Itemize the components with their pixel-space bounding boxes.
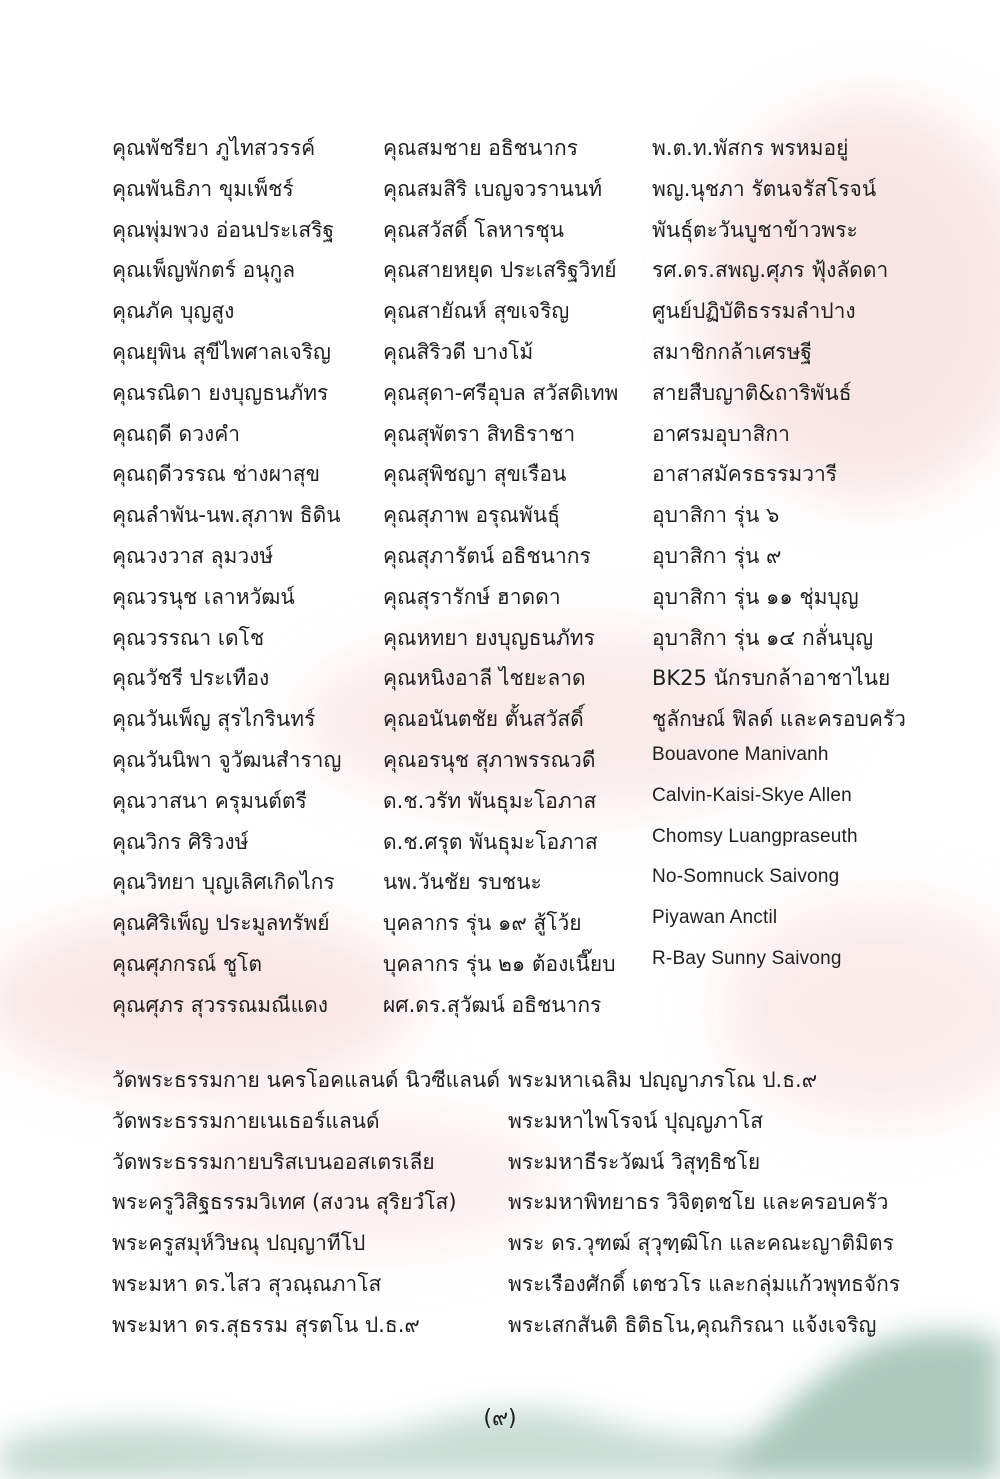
donor-name: บุคลากร รุ่น ๒๑ ต้องเนี๊ยบ xyxy=(383,951,616,976)
donor-name: คุณสวัสดิ์ โลหารชุน xyxy=(383,217,564,242)
donor-name: พันธุ์ตะวันบูชาข้าวพระ xyxy=(652,217,858,242)
donor-name: นพ.วันชัย รบชนะ xyxy=(383,870,542,895)
temple-list-column-1 xyxy=(112,1060,500,1346)
donor-name: คุณพุ่มพวง อ่อนประเสริฐ xyxy=(112,217,335,242)
donor-name: คุณวิทยา บุญเลิศเกิดไกร xyxy=(112,870,335,895)
donor-name: คุณรณิดา ยงบุญธนภัทร xyxy=(112,380,329,405)
donor-name: Chomsy Luangpraseuth xyxy=(652,825,858,847)
temple-or-monk-name: พระเรืองศักดิ์ เตชวโร และกลุ่มแก้วพุทธจักร xyxy=(508,1271,901,1296)
donor-name: คุณสุดา-ศรีอุบล สวัสดิเทพ xyxy=(383,380,619,405)
donor-name: คุณหนิงอาลี ไชยะลาด xyxy=(383,666,586,691)
donor-name: คุณศุภร สุวรรณมณีแดง xyxy=(112,992,329,1017)
donor-name: พ.ต.ท.พัสกร พรหมอยู่ xyxy=(652,136,849,160)
donor-list-column-1 xyxy=(112,128,341,1026)
temple-or-monk-name: วัดพระธรรมกายบริสเบนออสเตรเลีย xyxy=(112,1149,435,1174)
donor-name: คุณสมชาย อธิชนากร xyxy=(383,136,579,160)
donor-name: คุณอนันตชัย ตั้นสวัสดิ์ xyxy=(383,707,584,732)
donor-name: คุณสุภาพ อรุณพันธุ์ xyxy=(383,503,560,528)
donor-name: อุบาสิกา รุ่น ๑๑ ชุ่มบุญ xyxy=(652,584,859,609)
temple-or-monk-name: พระมหา ดร.สุธรรม สุรตโน ป.ธ.๙ xyxy=(112,1312,420,1337)
donor-name: คุณหทยา ยงบุญธนภัทร xyxy=(383,625,595,650)
donor-name: คุณวัชรี ประเทือง xyxy=(112,666,270,691)
donor-name: คุณเพ็ญพักตร์ อนุกูล xyxy=(112,258,296,283)
donor-name: คุณศุภกรณ์ ชูโต xyxy=(112,951,263,976)
donor-name: คุณวาสนา ครุมนต์ตรี xyxy=(112,788,307,813)
donor-name: No-Somnuck Saivong xyxy=(652,866,840,888)
donor-name: อาสาสมัครธรรมวารี xyxy=(652,462,838,487)
donor-name: คุณสุภารัตน์ อธิชนากร xyxy=(383,543,591,568)
donor-name: คุณวรนุช เลาหวัฒน์ xyxy=(112,584,295,609)
temple-or-monk-name: พระมหาพิทยาธร วิจิตฺตชโย และครอบครัว xyxy=(508,1190,889,1215)
temple-or-monk-name: วัดพระธรรมกายเนเธอร์แลนด์ xyxy=(112,1108,380,1133)
donor-name: คุณลำพัน-นพ.สุภาพ ธิดิน xyxy=(112,503,341,528)
donor-name: คุณสิริวดี บางโม้ xyxy=(383,339,534,364)
temple-or-monk-name: พระเสกสันติ ธิติธโน,คุณกิรณา แจ้งเจริญ xyxy=(508,1312,877,1337)
donor-name: Piyawan Anctil xyxy=(652,907,778,929)
donor-name: คุณสุรารักษ์ ฮาดดา xyxy=(383,584,561,609)
donor-name: คุณสุพิชญา สุขเรือน xyxy=(383,462,567,487)
donor-name: R-Bay Sunny Saivong xyxy=(652,947,842,969)
donor-name: บุคลากร รุ่น ๑๙ สู้โว้ย xyxy=(383,911,582,936)
donor-name: คุณพันธิภา ขุมเพ็ชร์ xyxy=(112,176,294,201)
donor-name: คุณสมสิริ เบญจวรานนท์ xyxy=(383,176,603,201)
temple-or-monk-name: วัดพระธรรมกาย นครโอคแลนด์ นิวซีแลนด์ xyxy=(112,1068,501,1092)
donor-name: คุณวงวาส ลุมวงษ์ xyxy=(112,543,274,568)
temple-or-monk-name: พระ ดร.วุฑฒ์ สุวุฑฺฒิโก และคณะญาติมิตร xyxy=(508,1231,894,1256)
donor-name: คุณสายหยุด ประเสริฐวิทย์ xyxy=(383,258,617,283)
donor-name: พญ.นุชภา รัตนจรัสโรจน์ xyxy=(652,176,877,201)
donor-list-column-3 xyxy=(652,128,906,740)
page-number: (๙) xyxy=(483,1406,517,1431)
donor-name: คุณวิกร ศิริวงษ์ xyxy=(112,829,249,854)
donor-name: อุบาสิกา รุ่น ๖ xyxy=(652,503,780,528)
donor-name: ด.ช.วรัท พันธุมะโอภาส xyxy=(383,788,597,813)
temple-list-column-2 xyxy=(508,1060,900,1346)
donor-name: ชูลักษณ์ ฟิลด์ และครอบครัว xyxy=(652,707,906,732)
donor-name: คุณวันนิพา จูวัฒนสำราญ xyxy=(112,747,342,772)
donor-name: คุณยุพิน สุขีไพศาลเจริญ xyxy=(112,339,331,364)
temple-or-monk-name: พระมหาธีระวัฒน์ วิสุทฺธิชโย xyxy=(508,1149,761,1174)
donor-name: คุณฤดี ดวงคำ xyxy=(112,421,241,446)
temple-or-monk-name: พระครูวิสิฐธรรมวิเทศ (สงวน สุริยวํโส) xyxy=(112,1190,457,1215)
donor-name: คุณศิริเพ็ญ ประมูลทรัพย์ xyxy=(112,911,330,936)
donor-name: Bouavone Manivanh xyxy=(652,744,829,765)
donor-name: คุณพัชรียา ภูไทสวรรค์ xyxy=(112,136,316,160)
donor-name: ผศ.ดร.สุวัฒน์ อธิชนากร xyxy=(383,992,602,1017)
temple-or-monk-name: พระมหาไพโรจน์ ปุญฺญภาโส xyxy=(508,1108,764,1133)
temple-or-monk-name: พระมหา ดร.ไสว สุวณฺณภาโส xyxy=(112,1271,382,1296)
donor-list-column-3-english xyxy=(652,735,858,980)
donor-name: BK25 นักรบกล้าอาชาไนย xyxy=(652,666,891,691)
donor-name: สายสืบญาติ&ถาริพันธ์ xyxy=(652,380,852,405)
donor-list-column-2 xyxy=(383,128,618,1026)
donor-name: รศ.ดร.สพญ.ศุภร ฟุ้งลัดดา xyxy=(652,258,889,283)
donor-name: คุณวันเพ็ญ สุรไกรินทร์ xyxy=(112,707,316,732)
donor-name: คุณวรรณา เดโช xyxy=(112,625,265,650)
donor-name: Calvin-Kaisi-Skye Allen xyxy=(652,784,852,806)
donor-name: คุณสายัณห์ สุขเจริญ xyxy=(383,299,570,324)
temple-or-monk-name: พระครูสมุห์วิษณุ ปญฺญาทีโป xyxy=(112,1231,366,1256)
donor-name: คุณอรนุช สุภาพรรณวดี xyxy=(383,747,596,772)
donor-name: คุณสุพัตรา สิทธิราชา xyxy=(383,421,576,446)
donor-name: ด.ช.ศรุต พันธุมะโอภาส xyxy=(383,829,598,854)
donor-name: ศูนย์ปฏิบัติธรรมลำปาง xyxy=(652,299,856,324)
donor-name: อุบาสิกา รุ่น ๙ xyxy=(652,543,782,568)
donor-name: คุณภัค บุญสูง xyxy=(112,299,235,324)
donor-name: อาศรมอุบาสิกา xyxy=(652,421,790,446)
donor-name: คุณฤดีวรรณ ช่างผาสุข xyxy=(112,462,320,487)
donor-name: สมาชิกกล้าเศรษฐี xyxy=(652,339,813,364)
temple-or-monk-name: พระมหาเฉลิม ปญฺญาภรโณ ป.ธ.๙ xyxy=(508,1068,818,1092)
donor-name: อุบาสิกา รุ่น ๑๔ กลั่นบุญ xyxy=(652,625,874,650)
